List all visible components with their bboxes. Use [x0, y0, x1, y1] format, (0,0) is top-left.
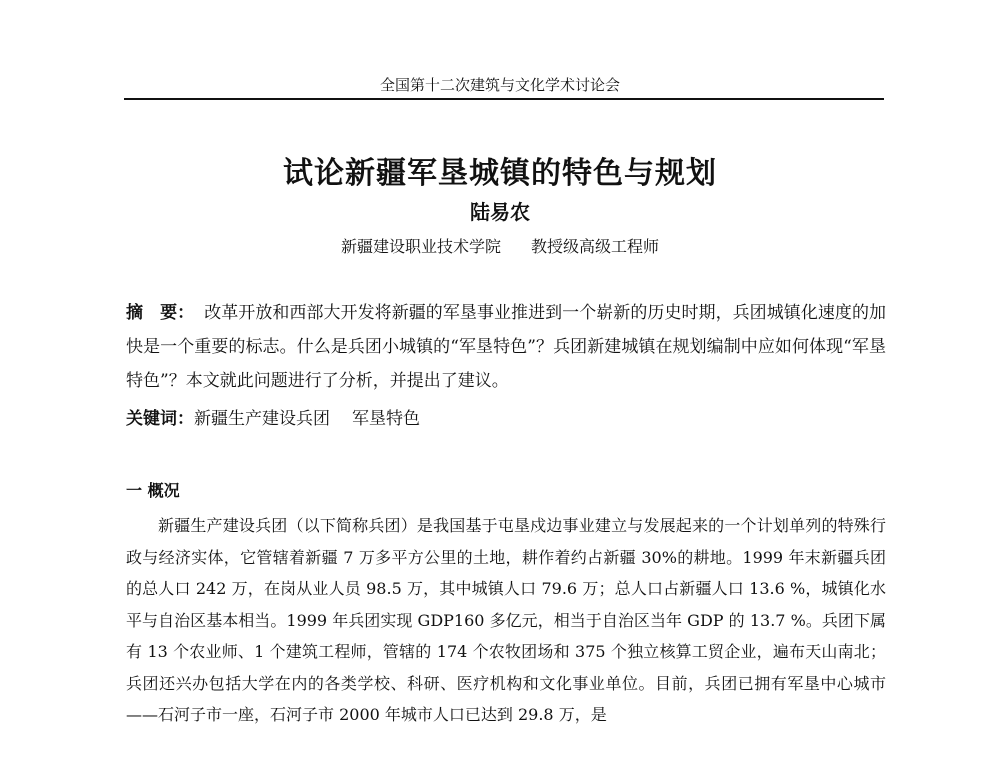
abstract [126, 296, 886, 398]
abstract-label: 摘 要： [126, 303, 195, 323]
running-header: 全国第十二次建筑与文化学术讨论会 [379, 76, 620, 94]
body-paragraph: 新疆生产建设兵团（以下简称兵团）是我国基于屯垦戍边事业建立与发展起来的一个计划单列的特殊行政与经济实体，它管辖着新疆 7 万多平方公里的土地，耕作着约占新疆 30%的耕地。1999 年末新疆兵团的总人口 242 万，在岗从业人员 98.5 万，其中城镇人口 79.6 万；总人口占新疆人口 13.6 %，城镇化水平与自治区基本相当。1999 年兵团实现 GDP160 多亿元，相当于自治区当年 GDP 的 13.7 %。兵团下属有 13 个农业师、1 个建筑工程师，管辖的 174 个农牧团场和 375 个独立核算工贸企业，遍布天山南北；兵团还兴办包括大学在内的各类学校、科研、医疗机构和文化事业单位。目前，兵团已拥有军垦中心城市——石河子市一座，石河子市 2000 年城市人口已达到 29.8 万，是 [126, 516, 886, 724]
affiliation-institution: 新疆建设职业技术学院 [340, 237, 501, 256]
author-name: 陆易农 [470, 200, 530, 224]
author-affiliation [0, 234, 1000, 257]
abstract-text: 改革开放和西部大开发将新疆的军垦事业推进到一个崭新的历史时期，兵团城镇化速度的加快是一个重要的标志。什么是兵团小城镇的“军垦特色”？兵团新建城镇在规划编制中应如何体现“军垦特色”？本文就此问题进行了分析，并提出了建议。 [126, 303, 886, 391]
keyword-item: 军垦特色 [352, 409, 420, 429]
keywords [126, 402, 886, 436]
keyword-item: 新疆生产建设兵团 [194, 409, 330, 429]
affiliation-position: 教授级高级工程师 [531, 237, 660, 256]
keywords-label: 关键词： [126, 409, 194, 429]
paper-title: 试论新疆军垦城镇的特色与规划 [283, 156, 717, 191]
header-rule [124, 98, 884, 100]
section-heading: 一 概况 [126, 481, 180, 500]
